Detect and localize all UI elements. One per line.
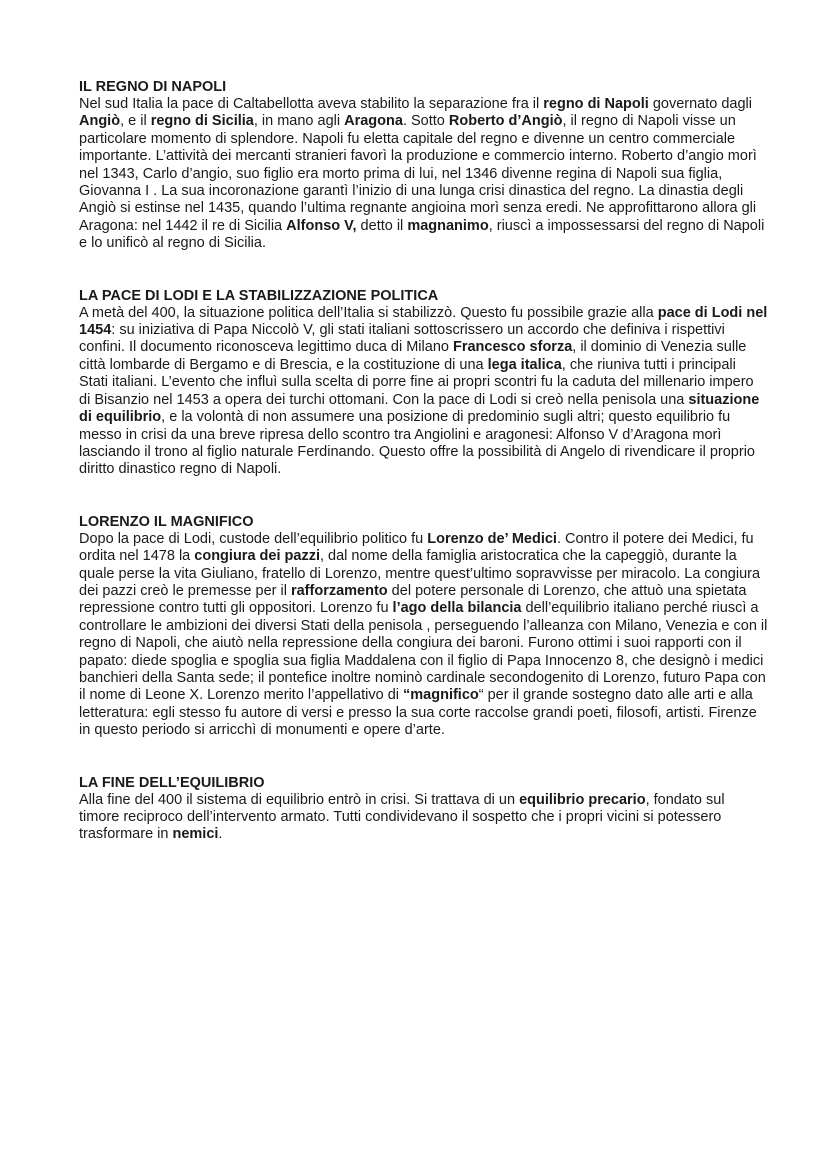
bold-text-run: lega italica (487, 356, 562, 373)
text-run: , che riuniva tutti i principali Stati italiani. L’evento che influì sulla scelta di porre fine ai propri scontri fu la caduta del millenario impero di Bisanzio nel 1453 a opera dei turchi ottomani. Con la pace di Lodi si creò nella penisola una (79, 356, 754, 408)
text-run: Alla fine del 400 il sistema di equilibrio entrò in crisi. Si trattava di un (79, 791, 520, 808)
text-run: del potere personale di Lorenzo, che attuò una spietata repressione contro tutti gli oppositori. Lorenzo fu (79, 582, 747, 617)
section-paragraph (79, 305, 768, 479)
bold-text-run: congiura dei pazzi (194, 548, 320, 565)
bold-text-run: “magnifico (403, 687, 479, 704)
section-heading: IL REGNO DI NAPOLI (79, 79, 227, 95)
text-run: , il regno di Napoli visse un particolare momento di splendore. Napoli fu eletta capitale del regno e divenne un centro commerciale importante. L’attività dei mercanti stranieri favorì la produzione e commercio interno. Roberto d’angio morì nel 1343, Carlo d’angio, suo figlio era morto prima di lui, nel 1346 divenne regina di Napoli sua figlia, Giovanna I . La sua incoronazione garantì l’inizio di una lunga crisi dinastica del regno. La dinastia degli Angiò si estinse nel 1435, quando l’ultima regnante angioina morì senza eredi. Ne approfittarono allora gli Aragona: nel 1442 il re di Sicilia (79, 113, 757, 234)
text-run: dell’equilibrio italiano perché riuscì a controllare le ambizioni dei diversi Stati della penisola , perseguendo l’alleanza con Milano, Venezia e con il regno di Napoli, che aiutò nella repressione della congiura dei baroni. Furono ottimi i suoi rapporti con il papato: diede spoglia e spoglia sua figlia Maddalena con il figlio di Papa Innocenzo 8, che designò i medici banchieri della Santa sede; il pontefice inoltre nominò cardinale secondogenito di Lorenzo, futuro Papa con il nome di Leone X. Lorenzo merito l’appellativo di (79, 600, 768, 704)
text-run: , fondato sul timore reciproco dell’intervento armato. Tutti condividevano il sospetto che i propri vicini si potessero trasformare in (79, 791, 725, 843)
text-run: , il dominio di Venezia sulle città lombarde di Bergamo e di Brescia, e la costituzione di una (79, 339, 747, 373)
text-run: A metà del 400, la situazione politica dell’Italia si stabilizzò. Questo fu possibile grazie alla (79, 304, 658, 321)
bold-text-run: Lorenzo de’ Medici (427, 530, 557, 547)
bold-text-run: l’ago della bilancia (392, 600, 522, 617)
bold-text-run: nemici (172, 826, 219, 843)
bold-text-run: rafforzamento (290, 582, 388, 599)
text-run: , dal nome della famiglia aristocratica che la capeggiò, durante la quale perse la vita Giuliano, fratello di Lorenzo, mentre quest’ultimo sopravvisse per miracolo. La congiura dei pazzi creò le premesse per il (79, 548, 761, 599)
bold-text-run: magnanimo (407, 217, 489, 234)
text-run: “ per il grande sostegno dato alle arti e alla letteratura: egli stesso fu autore di versi e presso la sua corte raccolse grandi poeti, filosofi, artisti. Firenze in questo periodo si arricchì di monumenti e opere d’arte. (79, 687, 757, 739)
bold-text-run: situazione di equilibrio (79, 391, 760, 426)
bold-text-run: equilibrio precario (519, 791, 646, 808)
text-run: . (218, 826, 223, 843)
section-lorenzo-il-magnifico (79, 513, 768, 740)
section-paragraph (79, 531, 768, 740)
section-fine-equilibrio (79, 774, 768, 844)
bold-text-run: Angiò (79, 113, 121, 130)
text-run: , e il (120, 113, 151, 130)
bold-text-run: regno di Sicilia (150, 113, 254, 130)
section-heading: LA FINE DELL’EQUILIBRIO (79, 774, 265, 791)
text-run: , e la volontà di non assumere una posizione di predominio sugli altri; questo equilibrio fu messo in crisi da una breve ripresa dello scontro tra Angiolini e aragonesi: Alfonso V d’Aragona morì lasciando il trono al figlio naturale Ferdinando. Questo offre la possibilità di Angelo di rivendicare il proprio diritto dinastico regno di Napoli. (79, 409, 755, 478)
section-pace-di-lodi (79, 287, 768, 479)
text-run: , riuscì a impossessarsi del regno di Napoli e lo unificò al regno di Sicilia. (79, 217, 765, 252)
text-run: governato dagli (648, 96, 752, 112)
section-regno-di-napoli (79, 78, 768, 253)
text-run: : su iniziativa di Papa Niccolò V, gli stati italiani sottoscrissero un accordo che definiva i rispettivi confini. Il documento riconosceva legittimo duca di Milano (79, 322, 725, 356)
bold-text-run: pace di Lodi nel 1454 (79, 304, 768, 339)
section-paragraph (79, 792, 768, 844)
bold-text-run: Francesco sforza (452, 339, 573, 356)
section-heading: LA PACE DI LODI E LA STABILIZZAZIONE POLITICA (79, 287, 439, 304)
bold-text-run: Alfonso V, (286, 217, 357, 234)
text-run: . Sotto (402, 113, 449, 130)
section-paragraph (79, 96, 768, 253)
text-run: Dopo la pace di Lodi, custode dell’equilibrio politico fu (79, 530, 428, 547)
bold-text-run: Aragona (344, 113, 403, 130)
text-run: , in mano agli (253, 113, 345, 130)
text-run: Nel sud Italia la pace di Caltabellotta aveva stabilito la separazione fra il (79, 96, 544, 112)
text-run: . Contro il potere dei Medici, fu ordita nel 1478 la (79, 530, 754, 565)
bold-text-run: Roberto d’Angiò (448, 113, 563, 130)
bold-text-run: regno di Napoli (543, 96, 649, 112)
section-heading: LORENZO IL MAGNIFICO (79, 513, 254, 530)
text-run: detto il (356, 217, 408, 234)
